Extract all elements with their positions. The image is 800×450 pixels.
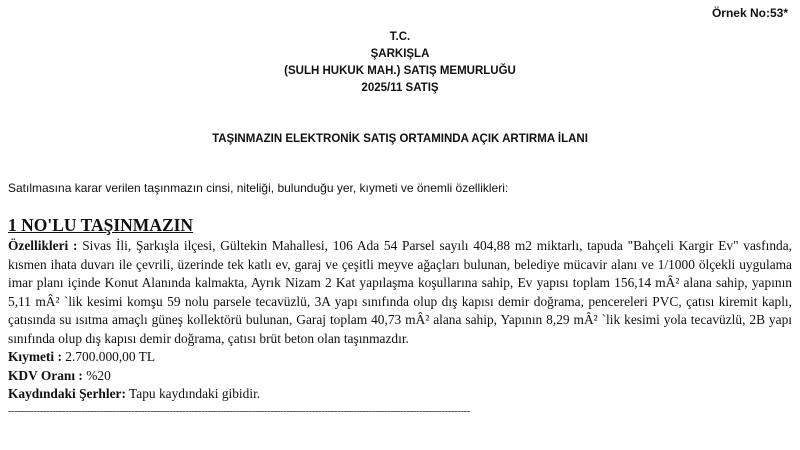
property-section: [8, 214, 792, 418]
value-label: Kıymeti :: [8, 349, 62, 364]
section-divider: --------------------------------------------------------------------------------------------------------------------------------------------------: [8, 404, 470, 417]
property-vat: [8, 367, 792, 386]
announcement-title: TAŞINMAZIN ELEKTRONİK SATIŞ ORTAMINDA AÇIK ARTIRMA İLANI: [212, 133, 588, 145]
header-line-tc: T.C.: [389, 31, 411, 43]
vat-label: KDV Oranı :: [8, 367, 83, 383]
header-line-office: (SULH HUKUK MAH.) SATIŞ MEMURLUĞU: [284, 65, 516, 77]
document-header: [0, 29, 800, 97]
header-line-district: ŞARKIŞLA: [370, 48, 430, 60]
vat-text: %20: [82, 367, 111, 383]
encumbrance-text: Tapu kaydındaki gibidir.: [125, 386, 261, 401]
property-title: 1 NO'LU TAŞINMAZIN: [8, 215, 194, 235]
features-label: Özellikleri :: [8, 238, 78, 253]
property-encumbrance: [8, 385, 792, 404]
property-features: [8, 237, 792, 348]
value-text: 2.700.000,00 TL: [61, 349, 156, 364]
property-value: [8, 348, 792, 367]
features-text: Sivas İli, Şarkışla ilçesi, Gültekin Mahallesi, 106 Ada 54 Parsel sayılı 404,88 m2 miktarlı, tapuda "Bahçeli Kargir Ev" vasfında, kısmen ihata duvarı ile çevrili, üzerinde tek katlı ev, garaj ve çeşitli meyve ağaçları bulunan, belediye mücavir alanı ve 1/1000 ölçekli uygulama imar planı içinde Konut Alanında kalmakta, Ayrık Nizam 2 Kat yapılaşma koşullarına sahip, Ev yapısı toplam 156,14 mÂ² alana sahip, yapının 5,11 mÂ² `lik kesimi komşu 59 nolu parsele tecavüzlü, 3A yapı sınıfında olup dış kapısı demir doğrama, pencereleri PVC, çatısı kiremit kaplı, çatısında su ısıtma amaçlı güneş kollektörü bulunan, Garaj toplam 40,73 mÂ² alana sahip, Yapının 8,29 mÂ² `lik kesimi yola tecavüzlü, 2B yapı sınıfında olup dış kapısı demir doğrama, çatısı brüt beton olan taşınmazdır.: [8, 238, 793, 346]
encumbrance-label: Kaydındaki Şerhler:: [8, 386, 126, 401]
header-line-file-no: 2025/11 SATIŞ: [361, 82, 439, 94]
intro-text: Satılmasına karar verilen taşınmazın cinsi, niteliği, bulunduğu yer, kıymeti ve önemli özellikleri:: [8, 181, 509, 195]
sample-number: Örnek No:53*: [711, 6, 788, 20]
